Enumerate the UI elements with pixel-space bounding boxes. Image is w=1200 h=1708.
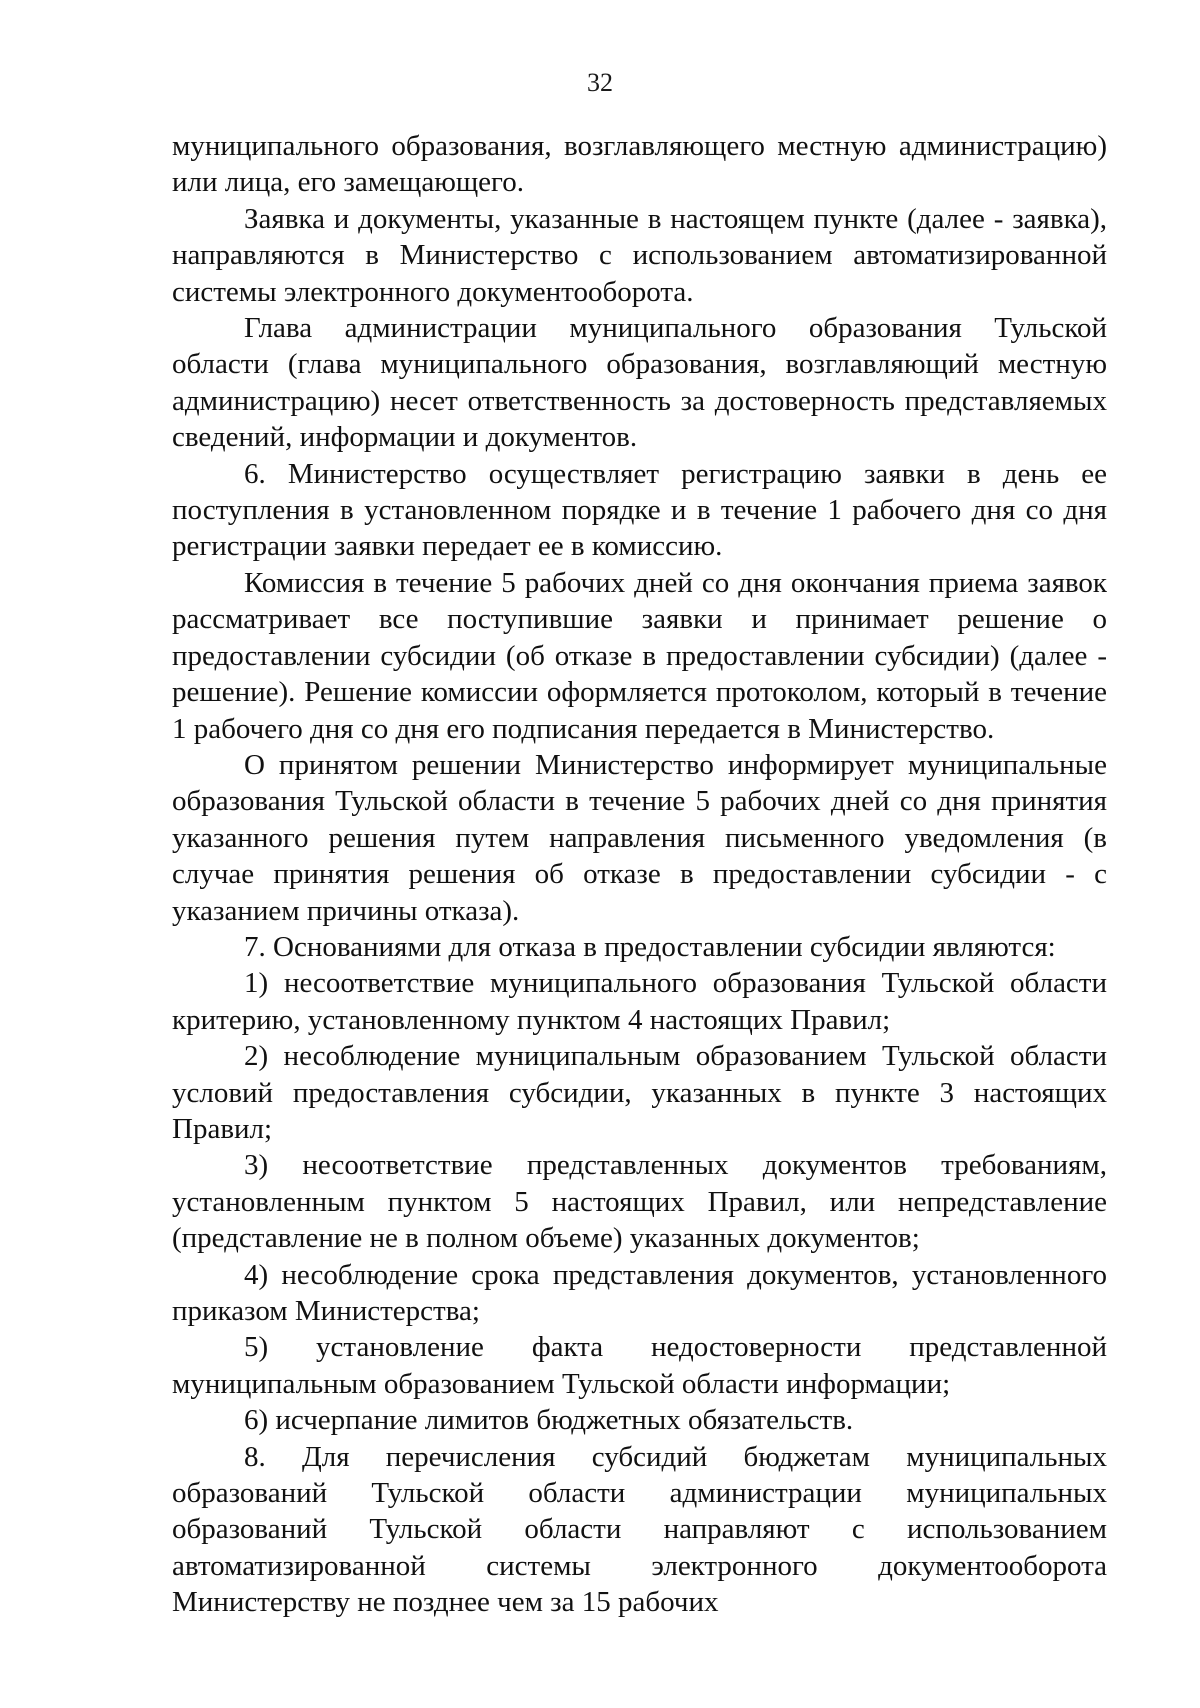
list-item-7-6: 6) исчерпание лимитов бюджетных обязательств. <box>244 1404 854 1437</box>
list-item-7-4: 4) несоблюдение срока представления документов, установленного приказом Министерства; <box>172 1258 1107 1327</box>
paragraph-head-responsibility: Глава администрации муниципального образования Тульской области (глава муниципального образования, возглавляющий местную администрацию) несет ответственность за достоверность представляемых сведений, информации и документов. <box>172 312 1107 454</box>
paragraph-item-8: 8. Для перечисления субсидий бюджетам муниципальных образований Тульской области администрации муниципальных образований Тульской области направляют с использованием автоматизированной системы электронного документооборота Министерству не позднее чем за 15 рабочих <box>172 1440 1107 1619</box>
list-item-7-3: 3) несоответствие представленных документов требованиям, установленным пунктом 5 настоящих Правил, или непредставление (представление не в полном объеме) указанных документов; <box>172 1149 1107 1255</box>
paragraph-application-submission: Заявка и документы, указанные в настоящем пункте (далее - заявка), направляются в Министерство с использованием автоматизированной системы электронного документооборота. <box>172 202 1107 308</box>
list-item-7-2: 2) несоблюдение муниципальным образованием Тульской области условий предоставления субсидии, указанных в пункте 3 настоящих Правил; <box>172 1040 1107 1145</box>
page-number: 32 <box>587 68 613 97</box>
document-body <box>172 128 1107 1621</box>
paragraph-item-6: 6. Министерство осуществляет регистрацию заявки в день ее поступления в установленном порядке и в течение 1 рабочего дня со дня регистрации заявки передает ее в комиссию. <box>172 457 1107 563</box>
paragraph-continuation: муниципального образования, возглавляющего местную администрацию) или лица, его замещающего. <box>172 130 1107 199</box>
paragraph-decision-notification: О принятом решении Министерство информирует муниципальные образования Тульской области в течение 5 рабочих дней со дня принятия указанного решения путем направления письменного уведомления (в случае принятия решения об отказе в предоставлении субсидии - с указанием причины отказа). <box>172 748 1107 927</box>
paragraph-item-7: 7. Основаниями для отказа в предоставлении субсидии являются: <box>244 930 1056 963</box>
paragraph-commission-review: Комиссия в течение 5 рабочих дней со дня окончания приема заявок рассматривает все поступившие заявки и принимает решение о предоставлении субсидии (об отказе в предоставлении субсидии) (далее - решение). Решение комиссии оформляется протоколом, который в течение 1 рабочего дня со дня его подписания передается в Министерство. <box>172 566 1107 745</box>
list-item-7-5: 5) установление факта недостоверности представленной муниципальным образованием Тульской области информации; <box>172 1331 1107 1400</box>
list-item-7-1: 1) несоответствие муниципального образования Тульской области критерию, установленному пунктом 4 настоящих Правил; <box>172 967 1107 1036</box>
